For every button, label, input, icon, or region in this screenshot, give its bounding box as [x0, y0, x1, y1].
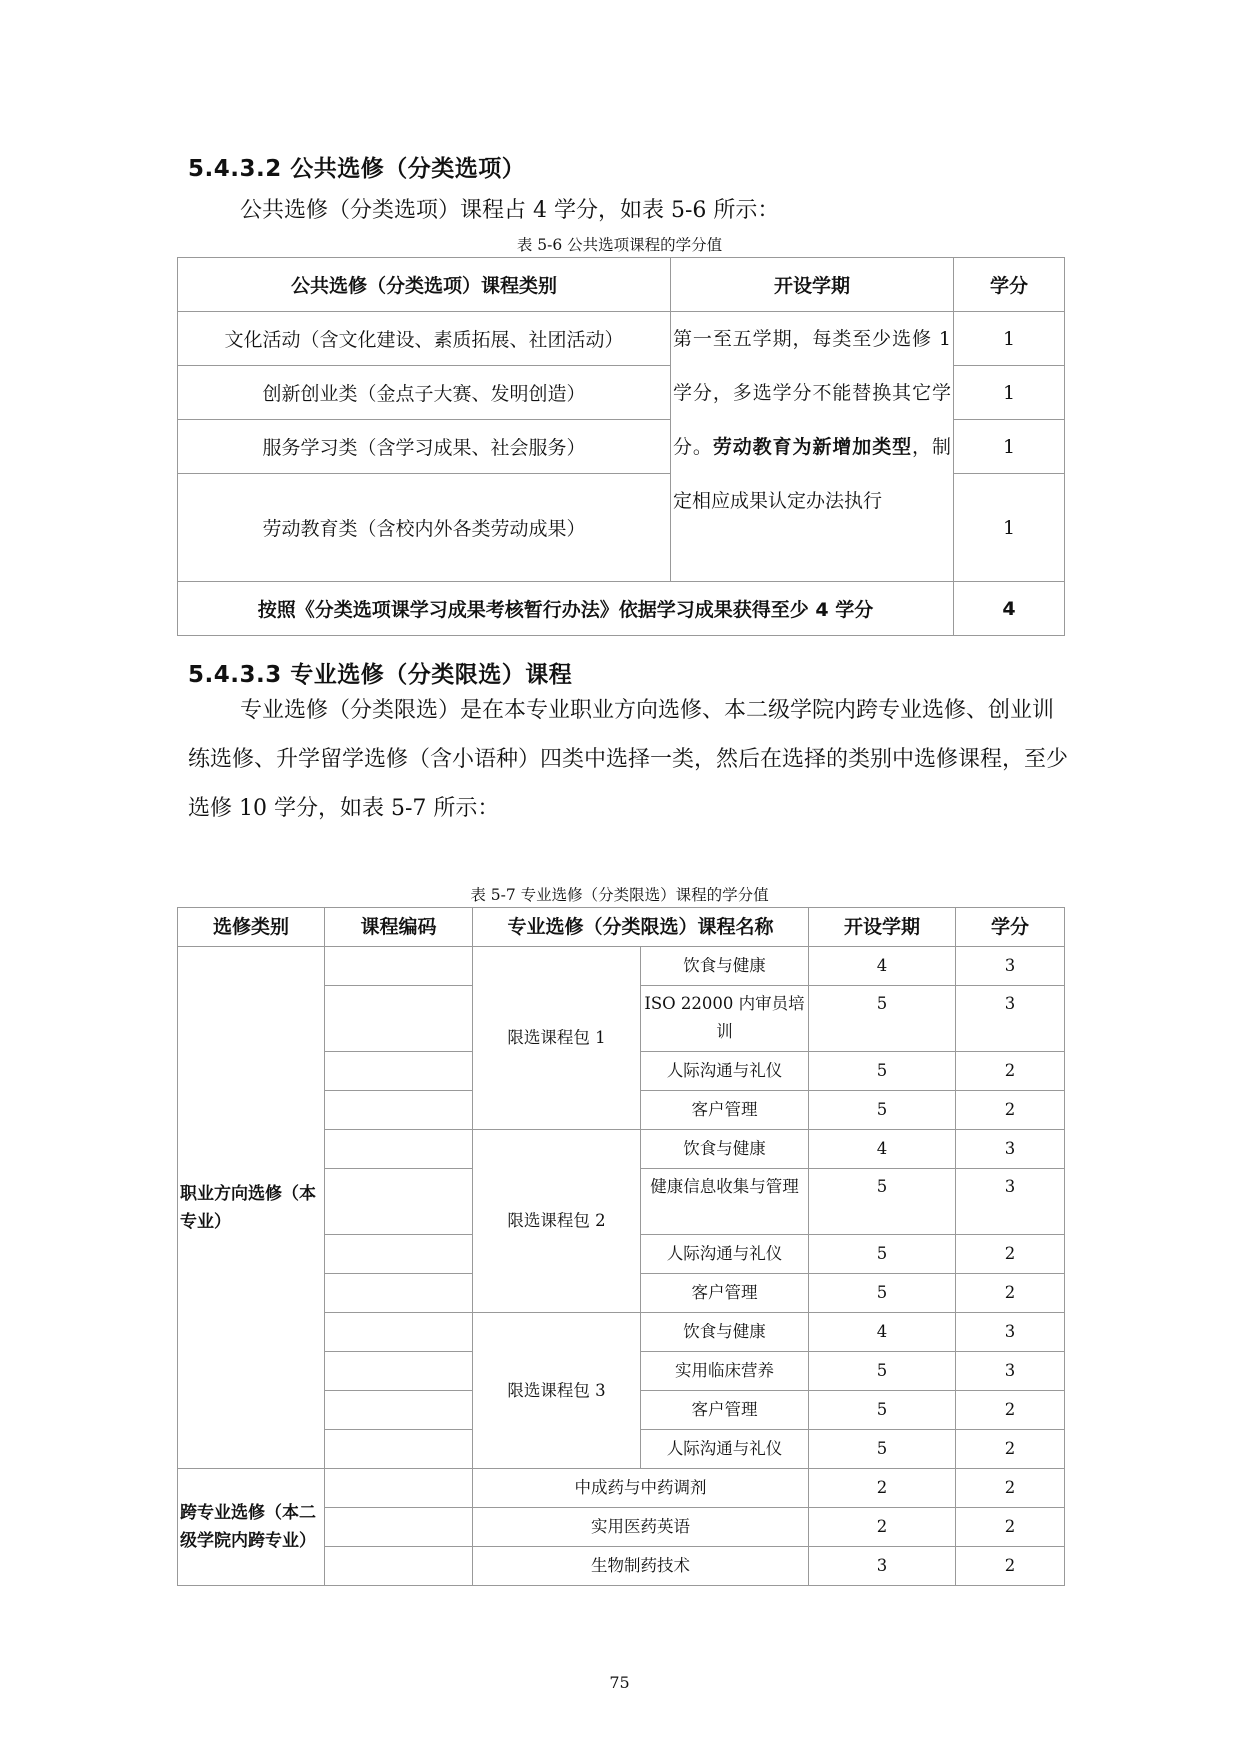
- credit-cell: 1: [954, 366, 1065, 420]
- semester-cell: 2: [809, 1508, 956, 1547]
- course-name-cell: 人际沟通与礼仪: [641, 1052, 809, 1091]
- header-course-name: 专业选修（分类限选）课程名称: [473, 908, 809, 947]
- category-cell: 服务学习类（含学习成果、社会服务）: [178, 420, 671, 474]
- semester-cell: 4: [809, 1313, 956, 1352]
- code-cell: [325, 1235, 473, 1274]
- credit-cell: 2: [956, 1052, 1065, 1091]
- section-intro-5-4-3-2: 公共选修（分类选项）课程占 4 学分，如表 5-6 所示：: [240, 198, 780, 223]
- package-cell: 限选课程包 1: [473, 947, 641, 1130]
- credit-cell: 3: [956, 1169, 1065, 1235]
- table-header-row: [178, 258, 1065, 312]
- semester-note-bold: 劳动教育为新增加类型: [712, 436, 913, 458]
- credit-cell: 2: [956, 1469, 1065, 1508]
- section-heading-5-4-3-2: 5.4.3.2 公共选修（分类选项）: [188, 156, 526, 182]
- semester-cell: 5: [809, 1391, 956, 1430]
- table-header-row: [178, 908, 1065, 947]
- code-cell: [325, 1169, 473, 1235]
- table-row: [178, 312, 1065, 366]
- summary-credit: 4: [954, 582, 1065, 636]
- semester-cell: 2: [809, 1469, 956, 1508]
- code-cell: [325, 1274, 473, 1313]
- course-name-cell: 客户管理: [641, 1091, 809, 1130]
- course-name-cell: 实用医药英语: [473, 1508, 809, 1547]
- summary-text: 按照《分类选项课学习成果考核暂行办法》依据学习成果获得至少 4 学分: [178, 582, 954, 636]
- category-cell: 职业方向选修（本专业）: [178, 947, 325, 1469]
- table-5-7: [177, 907, 1065, 1586]
- header-credit: 学分: [954, 258, 1065, 312]
- code-cell: [325, 986, 473, 1052]
- code-cell: [325, 1469, 473, 1508]
- table-5-7-caption: 表 5-7 专业选修（分类限选）课程的学分值: [470, 886, 769, 904]
- credit-cell: 1: [954, 474, 1065, 582]
- semester-cell: 5: [809, 1091, 956, 1130]
- code-cell: [325, 947, 473, 986]
- credit-cell: 2: [956, 1091, 1065, 1130]
- table-summary-row: [178, 582, 1065, 636]
- credit-cell: 3: [956, 986, 1065, 1052]
- header-semester: 开设学期: [809, 908, 956, 947]
- semester-note-cell: [671, 312, 954, 582]
- course-name-cell: 客户管理: [641, 1391, 809, 1430]
- semester-cell: 5: [809, 1052, 956, 1091]
- credit-cell: 1: [954, 312, 1065, 366]
- course-name-cell: 中成药与中药调剂: [473, 1469, 809, 1508]
- code-cell: [325, 1547, 473, 1586]
- code-cell: [325, 1313, 473, 1352]
- semester-cell: 5: [809, 1430, 956, 1469]
- code-cell: [325, 1508, 473, 1547]
- package-cell: 限选课程包 2: [473, 1130, 641, 1313]
- credit-cell: 1: [954, 420, 1065, 474]
- credit-cell: 2: [956, 1508, 1065, 1547]
- section-heading-5-4-3-3: 5.4.3.3 专业选修（分类限选）课程: [188, 662, 573, 688]
- code-cell: [325, 1052, 473, 1091]
- semester-cell: 5: [809, 986, 956, 1052]
- code-cell: [325, 1430, 473, 1469]
- course-name-cell: 饮食与健康: [641, 1313, 809, 1352]
- table-5-6-caption: 表 5-6 公共选项课程的学分值: [516, 236, 723, 254]
- semester-cell: 4: [809, 1130, 956, 1169]
- code-cell: [325, 1352, 473, 1391]
- credit-cell: 3: [956, 1352, 1065, 1391]
- semester-cell: 5: [809, 1169, 956, 1235]
- course-name-cell: 健康信息收集与管理: [641, 1169, 809, 1235]
- course-name-cell: 饮食与健康: [641, 1130, 809, 1169]
- course-name-cell: 实用临床营养: [641, 1352, 809, 1391]
- header-credit: 学分: [956, 908, 1065, 947]
- category-cell: 劳动教育类（含校内外各类劳动成果）: [178, 474, 671, 582]
- semester-cell: 5: [809, 1352, 956, 1391]
- category-cell: 文化活动（含文化建设、素质拓展、社团活动）: [178, 312, 671, 366]
- page-number: 75: [609, 1673, 630, 1692]
- credit-cell: 2: [956, 1235, 1065, 1274]
- table-row: [178, 1469, 1065, 1508]
- header-semester: 开设学期: [671, 258, 954, 312]
- table-row: [178, 947, 1065, 986]
- course-name-cell: 人际沟通与礼仪: [641, 1430, 809, 1469]
- credit-cell: 2: [956, 1430, 1065, 1469]
- credit-cell: 3: [956, 947, 1065, 986]
- semester-note-text: 第一至五学期，每类至少选修 1 学分，多选学分不能替换其它学分。: [673, 328, 951, 458]
- header-category: 选修类别: [178, 908, 325, 947]
- course-name-cell: 客户管理: [641, 1274, 809, 1313]
- category-cell: 跨专业选修（本二级学院内跨专业）: [178, 1469, 325, 1586]
- credit-cell: 2: [956, 1274, 1065, 1313]
- course-name-cell: 饮食与健康: [641, 947, 809, 986]
- credit-cell: 2: [956, 1391, 1065, 1430]
- code-cell: [325, 1391, 473, 1430]
- course-name-cell: ISO 22000 内审员培训: [641, 986, 809, 1052]
- header-category: 公共选修（分类选项）课程类别: [178, 258, 671, 312]
- code-cell: [325, 1091, 473, 1130]
- category-cell: 创新创业类（金点子大赛、发明创造）: [178, 366, 671, 420]
- section-intro-5-4-3-3: 专业选修（分类限选）是在本专业职业方向选修、本二级学院内跨专业选修、创业训练选修、升学留学选修（含小语种）四类中选择一类，然后在选择的类别中选修课程，至少选修 10 学分，如表 5-7 所示：: [188, 698, 1069, 821]
- credit-cell: 2: [956, 1547, 1065, 1586]
- semester-note-text-2: ，制定相应成果认定办法执行: [673, 436, 951, 512]
- course-name-cell: 人际沟通与礼仪: [641, 1235, 809, 1274]
- code-cell: [325, 1130, 473, 1169]
- semester-cell: 5: [809, 1235, 956, 1274]
- credit-cell: 3: [956, 1130, 1065, 1169]
- table-5-6: [177, 257, 1065, 636]
- course-name-cell: 生物制药技术: [473, 1547, 809, 1586]
- semester-cell: 3: [809, 1547, 956, 1586]
- credit-cell: 3: [956, 1313, 1065, 1352]
- semester-cell: 4: [809, 947, 956, 986]
- header-code: 课程编码: [325, 908, 473, 947]
- semester-cell: 5: [809, 1274, 956, 1313]
- package-cell: 限选课程包 3: [473, 1313, 641, 1469]
